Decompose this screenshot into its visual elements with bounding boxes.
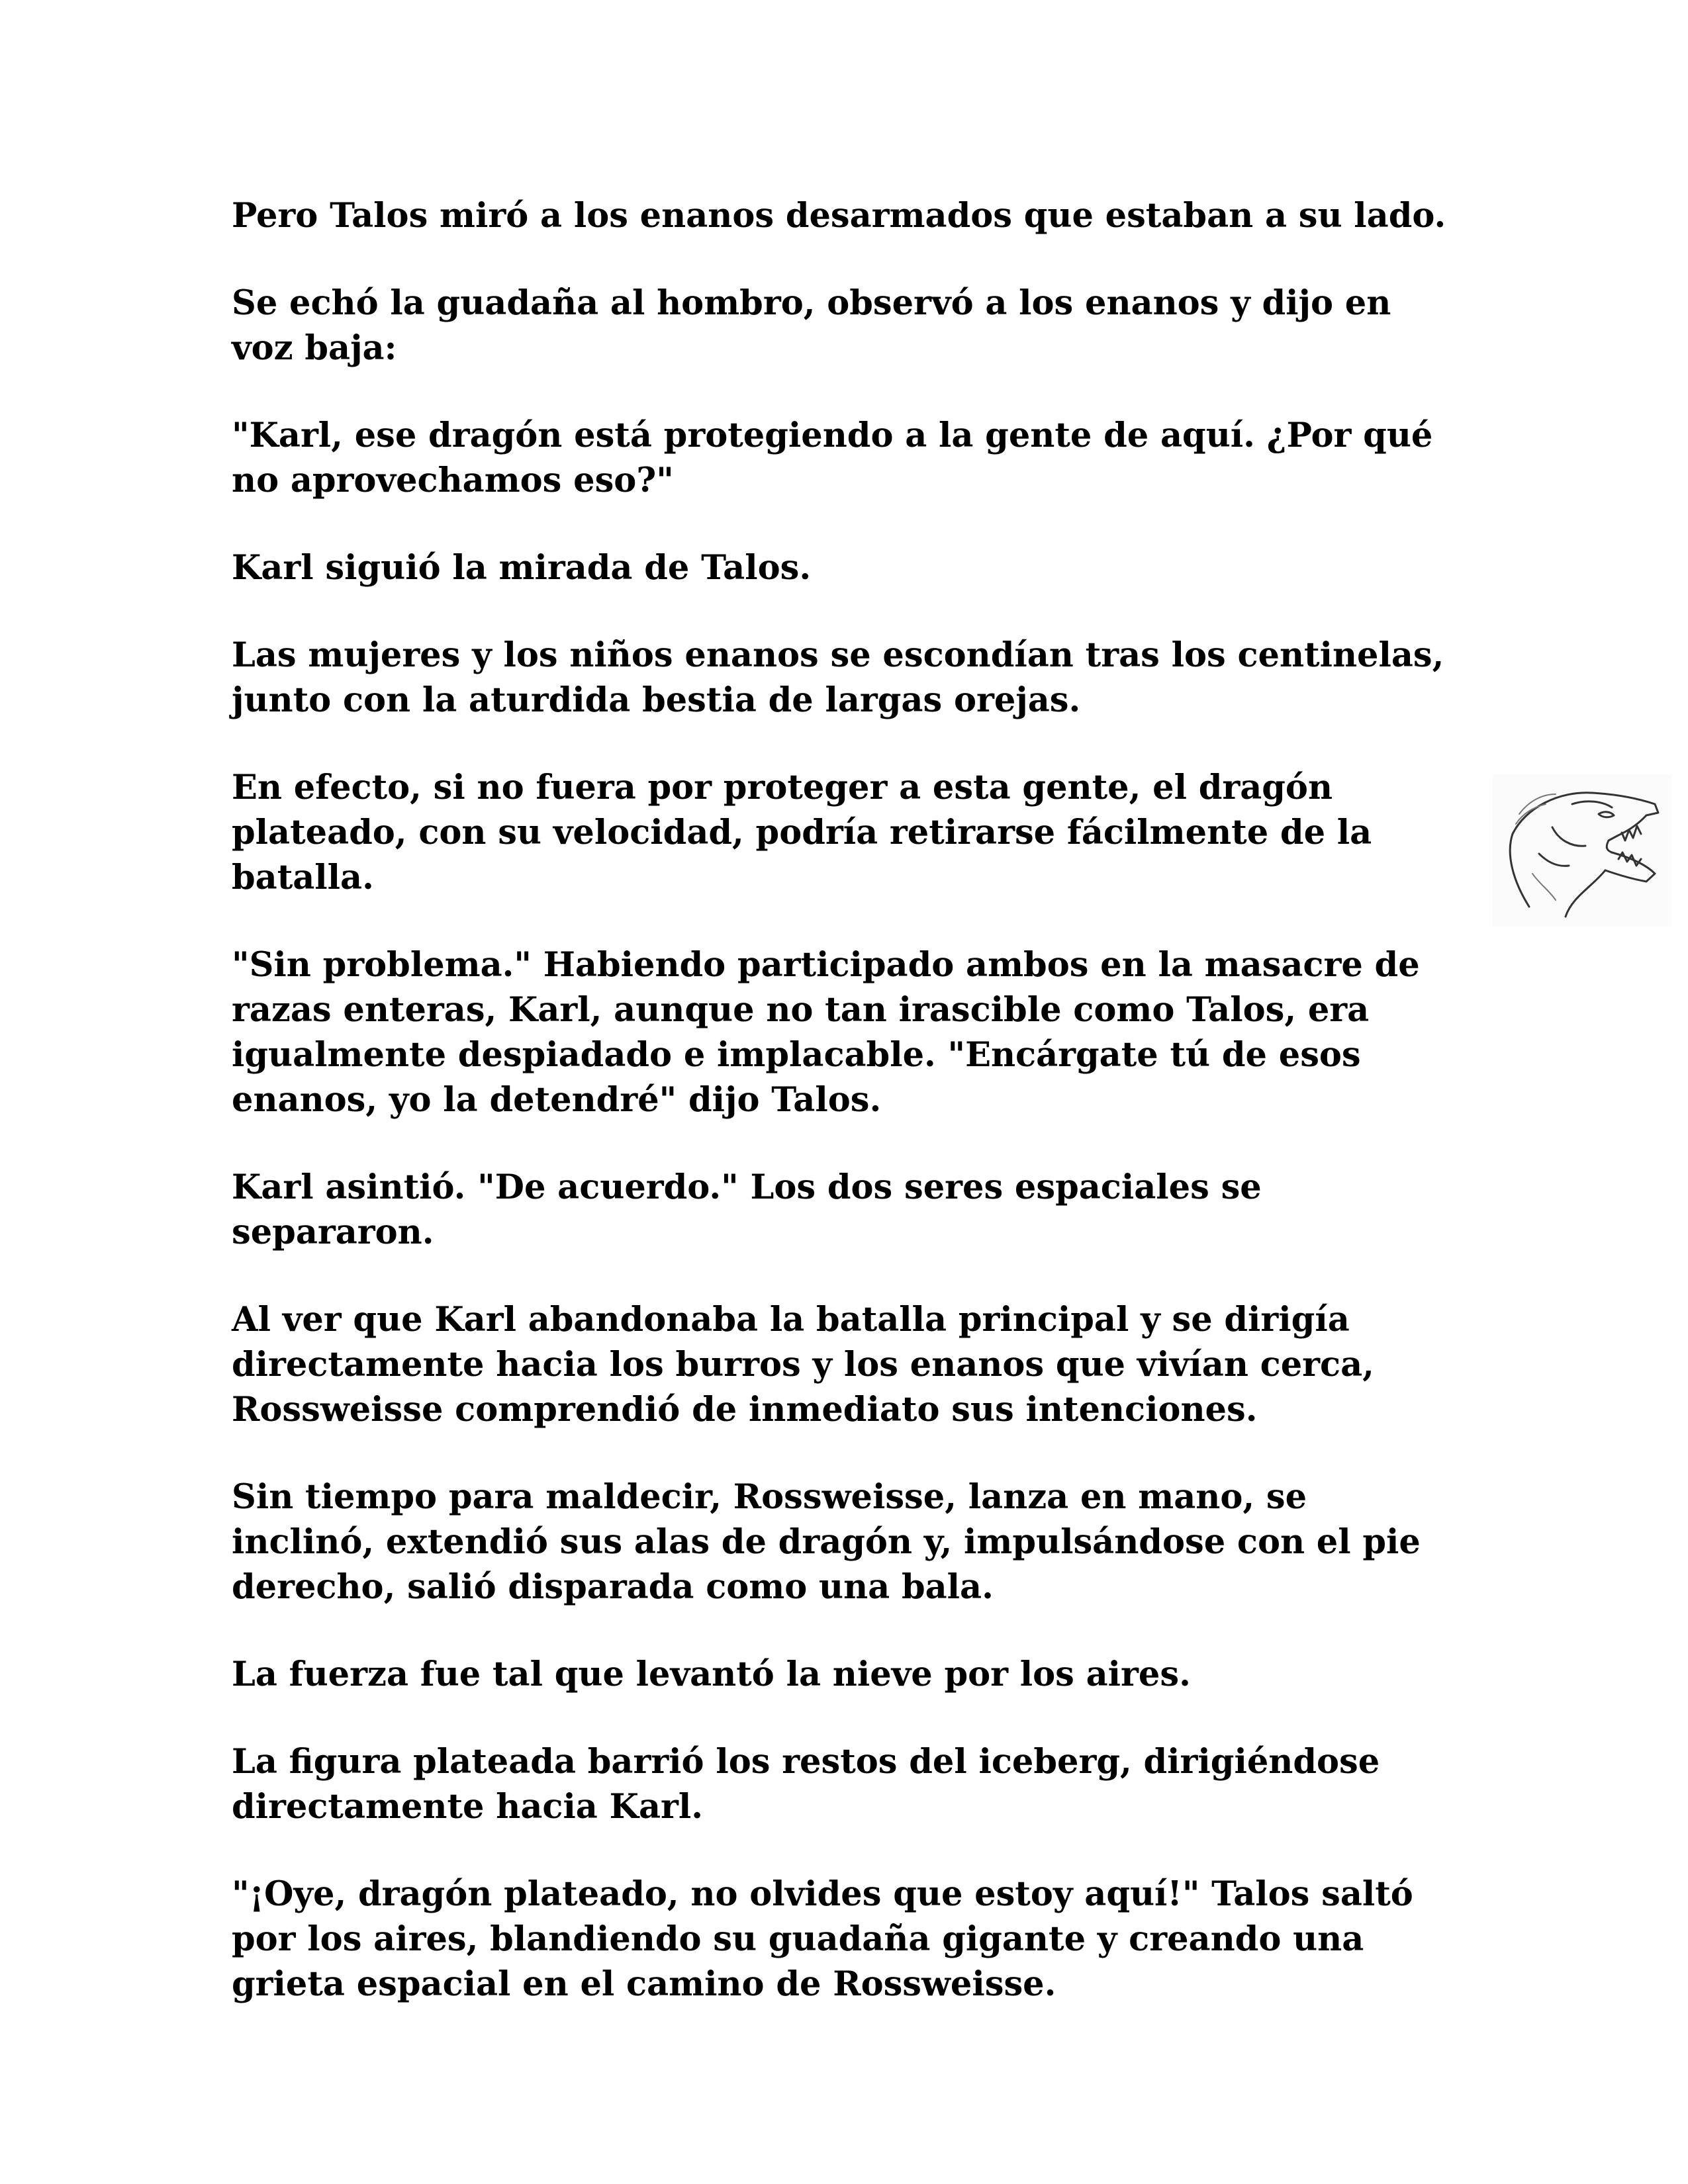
- paragraph-4: Karl siguió la mirada de Talos.: [232, 548, 812, 588]
- paragraph-11: La fuerza fue tal que levantó la nieve por los aires.: [232, 1655, 1191, 1694]
- paragraph-6: En efecto, si no fuera por proteger a esta gente, el dragón plateado, con su velocidad, podría retirarse fácilmente de la batalla.: [232, 768, 1372, 897]
- dragon-head-sketch-icon: [1493, 774, 1671, 927]
- paragraph-3: "Karl, ese dragón está protegiendo a la gente de aquí. ¿Por qué no aprovechamos eso?": [232, 416, 1433, 500]
- paragraph-12: La figura plateada barrió los restos del iceberg, dirigiéndose directamente hacia Karl.: [232, 1742, 1380, 1827]
- paragraph-13: "¡Oye, dragón plateado, no olvides que estoy aquí!" Talos saltó por los aires, blandiendo su guadaña gigante y creando una grieta espacial en el camino de Rossweisse.: [232, 1874, 1413, 2004]
- paragraph-5: Las mujeres y los niños enanos se escondían tras los centinelas, junto con la aturdida bestia de largas orejas.: [232, 635, 1444, 720]
- paragraph-10: Sin tiempo para maldecir, Rossweisse, lanza en mano, se inclinó, extendió sus alas de dragón y, impulsándose con el pie derecho, salió disparada como una bala.: [232, 1477, 1421, 1607]
- document-body: [232, 193, 1456, 2049]
- paragraph-2: Se echó la guadaña al hombro, observó a los enanos y dijo en voz baja:: [232, 283, 1391, 368]
- paragraph-8: Karl asintió. "De acuerdo." Los dos seres espaciales se separaron.: [232, 1167, 1262, 1252]
- paragraph-9: Al ver que Karl abandonaba la batalla principal y se dirigía directamente hacia los burros y los enanos que vivían cerca, Rossweisse comprendió de inmediato sus intenciones.: [232, 1300, 1374, 1430]
- paragraph-7: "Sin problema." Habiendo participado ambos en la masacre de razas enteras, Karl, aunque no tan irascible como Talos, era igualmente despiadado e implacable. "Encárgate tú de esos enanos, yo la detendré" dijo Talos.: [232, 945, 1420, 1120]
- paragraph-1: Pero Talos miró a los enanos desarmados que estaban a su lado.: [232, 196, 1446, 236]
